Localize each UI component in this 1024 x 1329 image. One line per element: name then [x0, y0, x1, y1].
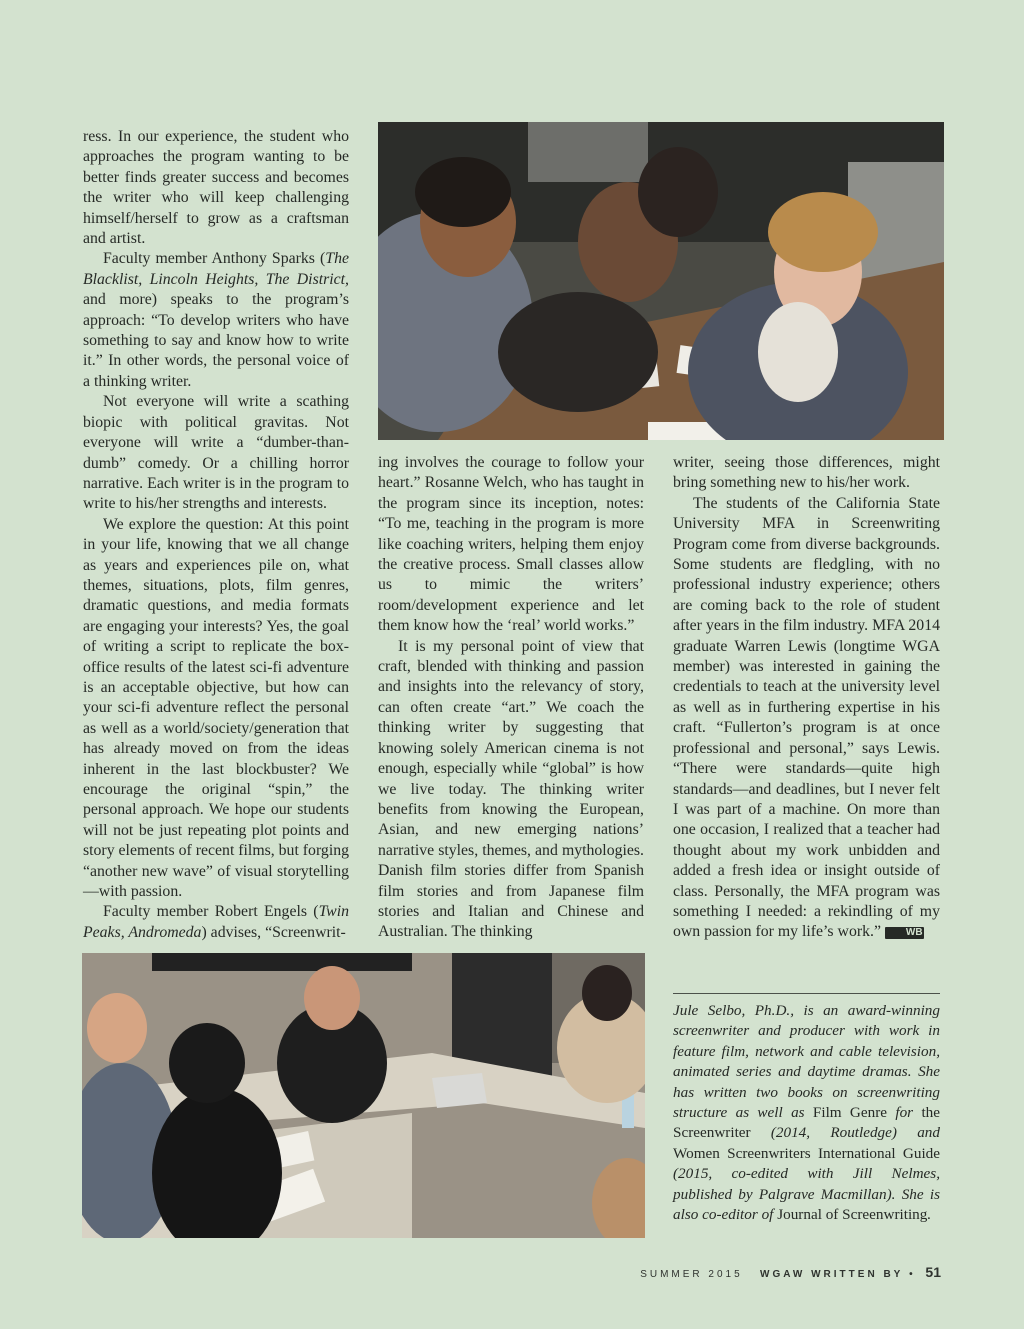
book-title: the Screenwriter — [673, 1104, 940, 1142]
paragraph: The students of the California State University MFA in Screenwriting Program come from diverse backgrounds. Some students are fledgling, with no professional industry experience; others are coming back to the role of student after years in the film industry. MFA 2014 graduate Warren Lewis (longtime WGA member) was interested in gaining the credentials to teach at the university level as well as in furthering expertise in his craft. “Fullerton’s program is at once professional and personal,” says Lewis. “There were standards—quite high standards—and deadlines, but I never felt I was part of a machine. On more than one occasion, I realized that a teacher had thought about my work unbidden and added a fresh idea or insight outside of class. Personally, the MFA program was something I needed: a rekindling of my own passion for my life’s work.” WB — [673, 494, 940, 941]
tv-credits: Twin Peaks, Andromeda — [83, 903, 349, 941]
book-title: Film Genre — [812, 1104, 888, 1122]
article-column-1 — [83, 127, 349, 943]
article-column-3 — [673, 453, 940, 943]
paragraph: Not everyone will write a scathing biopic with political gravitas. Not everyone will write a “dumber-than-dumb” comedy. Or a chilling horror narrative. Each writer is in the program to write to his/her strengths and interests. — [83, 393, 349, 513]
paragraph: writer, seeing those differences, might bring something new to his/her work. — [673, 454, 940, 492]
footer-bullet: • — [909, 1269, 916, 1280]
issue-date: SUMMER 2015 — [640, 1269, 743, 1280]
faculty-seminar-photo — [82, 953, 645, 1238]
journal-title: Journal of Screenwriting — [777, 1206, 928, 1224]
paragraph: Faculty member Robert Engels (Twin Peaks, Andromeda) advises, “Screenwrit- — [83, 903, 349, 941]
paragraph: Faculty member Anthony Sparks (The Blacklist, Lincoln Heights, The District, and more) speaks to the program’s approach: “To develop writers who have something to say and know how to write it.” In other words, the personal voice of a thinking writer. — [83, 250, 349, 390]
paragraph: We explore the question: At this point in your life, knowing that we all change as years and experiences pile on, what themes, situations, plots, film genres, dramatic questions, and media formats are engaging your interests? Yes, the goal of writing a script to replicate the box-office results of the latest sci-fi adventure is an acceptable objective, but how can your sci-fi adventure reflect the personal as well as a world/society/generation that has already moved on from the ideas inherent in the last blockbuster? We encourage the original “spin,” the personal approach. We hope our students will not be just repeating plot points and story elements of recent films, but forging “another new wave” of visual storytelling—with passion. — [83, 515, 350, 901]
article-column-2 — [378, 453, 644, 943]
paragraph: ing involves the courage to follow your heart.” Rosanne Welch, who has taught in the program since its inception, notes: “To me, teaching in the program is more like coaching writers, helping them enjoy the creative process. Small classes allow us to mimic the writers’ room/development experience and let them know how the ‘real’ world works.” — [378, 454, 644, 635]
students-writing-photo — [378, 122, 944, 440]
paragraph: It is my personal point of view that craft, blended with thinking and passion and insights into the relevancy of story, can often create “art.” We coach the thinking writer by suggesting that knowing solely American cinema is not enough, especially while “global” is how we live today. The thinking writer benefits from knowing the European, Asian, and new emerging nations’ narrative styles, themes, and mythologies. Danish film stories differ from Spanish film stories and from Japanese film stories and Italian and Chinese and Australian. The thinking — [378, 637, 644, 941]
page-number: 51 — [925, 1264, 941, 1280]
book-title: Women Screenwriters International Guide — [673, 1144, 940, 1162]
bio-divider — [673, 993, 940, 994]
end-of-article-mark: WB — [885, 927, 924, 939]
paragraph: ress. In our experience, the student who approaches the program wanting to be better finds greater success and becomes the writer who will keep challenging himself/herself to grow as a craftsman and artist. — [83, 128, 349, 248]
magazine-name: WGAW WRITTEN BY — [760, 1269, 904, 1280]
author-bio: Jule Selbo, Ph.D., is an award-winning screenwriter and producer with work in feature film, network and cable television, animated series and daytime dramas. She has written two books on screenwriting structure as well as Film Genre for the Screenwriter (2014, Routledge) and Women Screenwriters International Guide (2015, co-edited with Jill Nelmes, published by Palgrave Macmillan). She is also co-editor of Journal of Screenwriting. — [673, 1002, 940, 1224]
tv-credits: The Blacklist, Lincoln Heights, The District, — [83, 250, 349, 288]
page-footer — [640, 1264, 941, 1280]
